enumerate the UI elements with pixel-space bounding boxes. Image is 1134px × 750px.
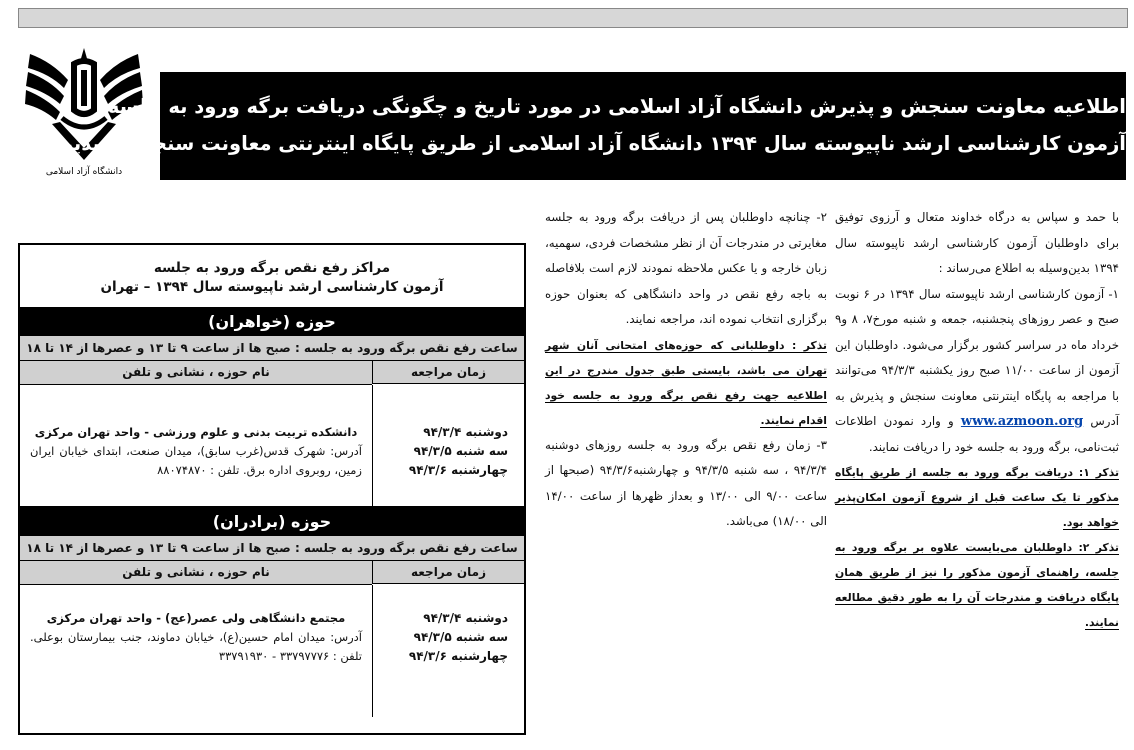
visit-day: دوشنبه ۹۴/۳/۴	[423, 611, 508, 625]
note-1	[835, 460, 1119, 535]
column-header-address: نام حوزه ، نشانی و تلفن	[20, 361, 372, 385]
visit-day: چهارشنبه ۹۴/۳/۶	[408, 649, 508, 663]
item-1-text-b: و وارد نمودن اطلاعات ثبت‌نامی، برگه ورود به جلسه خود را دریافت نمایند.	[835, 414, 1119, 454]
note-2-text: تذکر ۲: داوطلبان می‌بایست علاوه بر برگه ورود به جلسه، راهنمای آزمون مذکور را نیز از طریق همان پایگاه دریافت و مندرجات آن را به طور دقیق مطالعه نمایند.	[835, 541, 1119, 629]
tehran-note	[545, 333, 827, 433]
top-bar	[18, 8, 1128, 28]
table-header-row	[20, 361, 524, 385]
section-brothers	[20, 507, 524, 717]
box-title-line-1: مراکز رفع نقص برگه ورود به جلسه	[153, 260, 391, 276]
item-3-paragraph: ۳- زمان رفع نقص برگه ورود به جلسه روزهای دوشنبه ۹۴/۳/۴ ، سه شنبه ۹۴/۳/۵ و چهارشنبه۹۴/۳/۶ (صبحها از ساعت ۹/۰۰ الی ۱۳/۰۰ و بعداز ظهرها از ساعت ۱۴/۰۰ الی ۱۸/۰۰) می‌باشد.	[545, 437, 827, 528]
section-hours: ساعت رفع نقص برگه ورود به جلسه : صبح ها از ساعت ۹ تا ۱۳ و عصرها از ۱۴ تا ۱۸	[20, 536, 524, 561]
table-row	[20, 385, 524, 507]
intro-paragraph: با حمد و سپاس به درگاه خداوند متعال و آرزوی توفیق برای داوطلبان آزمون کارشناسی ارشد ناپیوسته سال ۱۳۹۴ بدین‌وسیله به اطلاع می‌رساند :	[835, 210, 1119, 275]
section-band: حوزه (خواهران)	[20, 307, 524, 336]
section-band: حوزه (برادران)	[20, 507, 524, 536]
visit-days	[372, 585, 524, 717]
tehran-note-text: تذکر : داوطلبانی که حوزه‌های امتحانی آنان شهر تهران می باشد، بایستی طبق جدول مندرج در این اطلاعیه جهت رفع نقص برگه ورود به جلسه خود اقدام نمایند.	[545, 338, 827, 427]
header-line-1: اطلاعیه معاونت سنجش و پذیرش دانشگاه آزاد اسلامی در مورد تاریخ و چگونگی دریافت برگه ورود به جلسه	[107, 95, 1126, 118]
section-hours: ساعت رفع نقص برگه ورود به جلسه : صبح ها از ساعت ۹ تا ۱۳ و عصرها از ۱۴ تا ۱۸	[20, 336, 524, 361]
table-row	[20, 585, 524, 717]
column-header-time: زمان مراجعه	[372, 561, 524, 584]
item-2-paragraph: ۲- چنانچه داوطلبان پس از دریافت برگه ورود به جلسه مغایرتی در مندرجات آن از نظر مشخصات فردی، سهمیه، زبان خارجه و یا عکس ملاحظه نمودند لازم است بلافاصله به باجه رفع نقص در واحد دانشگاهی که بعنوان حوزه برگزاری انتخاب نموده اند، مراجعه نمایند.	[545, 210, 827, 326]
logo-text: دانشگاه آزاد اسلامی	[45, 167, 123, 177]
table-header-row	[20, 561, 524, 585]
section-sisters	[20, 307, 524, 507]
azmoon-link[interactable]: www.azmoon.org	[960, 414, 1084, 429]
note-1-text: تذکر ۱: دریافت برگه ورود به جلسه از طریق پایگاه مذکور تا یک ساعت قبل از شروع آزمون امکان‌پذیر خواهد بود.	[835, 466, 1120, 529]
center-address: آدرس: شهرک قدس(غرب سابق)، میدان صنعت، ابتدای خیابان ایران زمین، روبروی اداره برق. تلفن : ۸۸۰۷۴۸۷۰	[30, 444, 362, 477]
box-title-line-2: آزمون کارشناسی ارشد ناپیوسته سال ۱۳۹۴ – تهران	[100, 279, 444, 295]
center-info	[20, 585, 372, 717]
box-title	[20, 245, 524, 307]
announcement-header	[34, 72, 1126, 180]
column-middle	[545, 205, 827, 535]
header-line-2: آزمون کارشناسی ارشد ناپیوسته سال ۱۳۹۴ دانشگاه آزاد اسلامی از طریق پایگاه اینترنتی معاونت سنجش و پذیرش	[34, 132, 1126, 155]
note-2	[835, 535, 1119, 635]
item-1-text-a: ۱- آزمون کارشناسی ارشد ناپیوسته سال ۱۳۹۴ در ۶ نوبت صبح و عصر روزهای پنجشنبه، جمعه و شنبه مورخ۷، ۸ و۹ خرداد ماه در سراسر کشور برگزار می‌شود. داوطلبان این آزمون از ساعت ۱۱/۰۰ صبح روز یکشنبه ۹۴/۳/۳ می‌توانند با مراجعه به پایگاه اینترنتی معاونت سنجش و پذیرش به آدرس	[835, 286, 1120, 428]
visit-day: دوشنبه ۹۴/۳/۴	[423, 425, 508, 439]
visit-day: سه شنبه ۹۴/۳/۵	[413, 444, 508, 458]
column-right	[835, 205, 1119, 635]
visit-day: چهارشنبه ۹۴/۳/۶	[408, 463, 508, 477]
center-name: دانشکده تربیت بدنی و علوم ورزشی - واحد تهران مرکزی	[34, 425, 358, 439]
center-info	[20, 385, 372, 506]
visit-day: سه شنبه ۹۴/۳/۵	[413, 630, 508, 644]
center-name: مجتمع دانشگاهی ولی عصر(عج) - واحد تهران مرکزی	[46, 611, 346, 625]
column-header-address: نام حوزه ، نشانی و تلفن	[20, 561, 372, 585]
center-address: آدرس: میدان امام حسین(ع)، خیابان دماوند، جنب بیمارستان بوعلی. تلفن : ۳۳۷۹۷۷۷۶ - ۳۳۷۹۱۹۳۰	[30, 630, 362, 663]
item-1-paragraph	[835, 282, 1119, 461]
column-header-time: زمان مراجعه	[372, 361, 524, 384]
tehran-centers-box	[18, 243, 526, 735]
visit-days	[372, 385, 524, 506]
